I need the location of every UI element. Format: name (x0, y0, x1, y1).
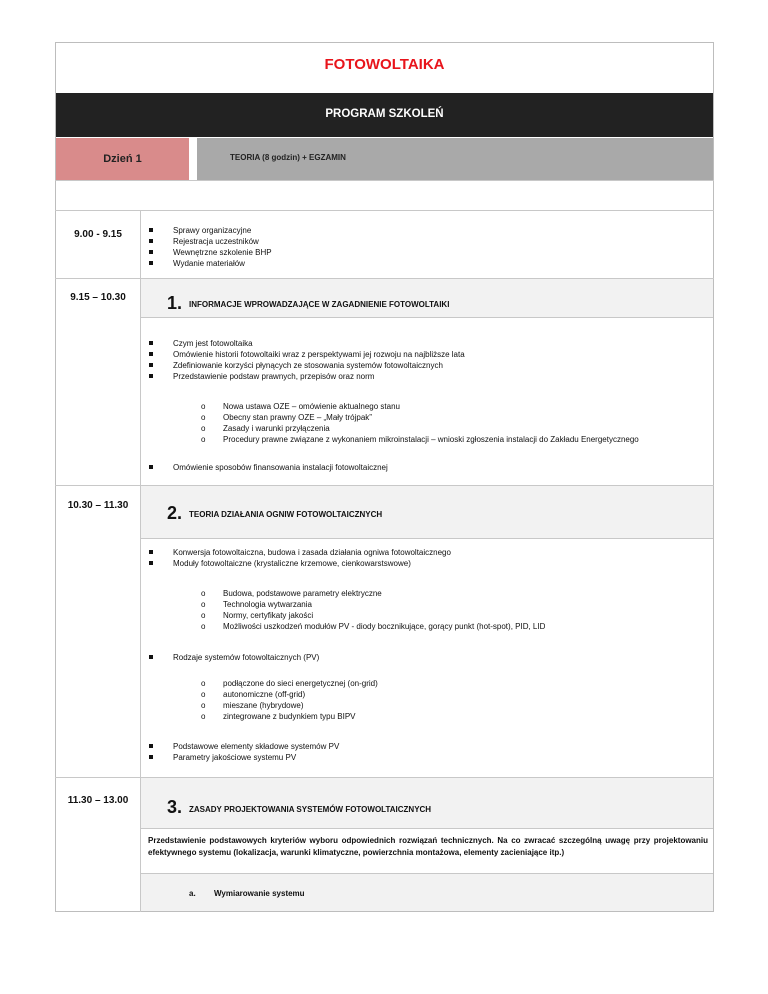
list-item: Przedstawienie podstaw prawnych, przepisów oraz norm (149, 371, 465, 382)
sub-list-section-1 (201, 401, 639, 445)
section-3-number: 3. (167, 797, 183, 817)
section-2-number: 2. (167, 503, 183, 523)
list-item: Podstawowe elementy składowe systemów PV (149, 741, 339, 752)
section-3-title: ZASADY PROJEKTOWANIA SYSTEMÓW FOTOWOLTAICZNYCH (189, 805, 432, 814)
list-item: o Procedury prawne związane z wykonaniem mikroinstalacji – wnioski zgłoszenia instalacji do Zakładu Energetycznego (201, 435, 639, 444)
list-item: Rodzaje systemów fotowoltaicznych (PV) (149, 652, 319, 663)
list-item: Czym jest fotowoltaika (149, 338, 465, 349)
bullet-list-section-1 (149, 338, 465, 382)
list-item: Wydanie materiałów (149, 258, 272, 269)
list-item: Omówienie historii fotowoltaiki wraz z perspektywami jej rozwoju na najbliższe lata (149, 349, 465, 360)
list-item: Moduły fotowoltaiczne (krystaliczne krzemowe, cienkowarstswowe) (149, 558, 451, 569)
section-3-header-bg (141, 778, 713, 828)
list-item: Konwersja fotowoltaiczna, budowa i zasada działania ogniwa fotowoltaicznego (149, 547, 451, 558)
list-item: Zdefiniowanie korzyści płynących ze stosowania systemów fotowoltaicznych (149, 360, 465, 371)
subsection-a-marker: a. (189, 889, 196, 898)
list-item: o Normy, certyfikaty jakości (201, 611, 314, 620)
bullet-list-section-2c (149, 741, 339, 763)
bullet-list-section-2b (149, 652, 319, 663)
document-title: FOTOWOLTAIKA (324, 56, 445, 73)
time-slot-2: 9.15 – 10.30 (70, 292, 126, 303)
list-item: o zintegrowane z budynkiem typu BIPV (201, 712, 356, 721)
section-1-title: INFORMACJE WPROWADZAJĄCE W ZAGADNIENIE FOTOWOLTAIKI (189, 300, 450, 309)
row-divider (141, 828, 713, 829)
row-divider (141, 317, 713, 318)
list-item: o podłączone do sieci energetycznej (on-grid) (201, 679, 378, 688)
section-1-header-bg (141, 279, 713, 317)
day-label: Dzień 1 (103, 153, 142, 165)
bullet-list-section-1b (149, 462, 388, 473)
subsection-a-title: Wymiarowanie systemu (214, 889, 305, 898)
list-item: Wewnętrzne szkolenie BHP (149, 247, 272, 258)
list-item: o Nowa ustawa OZE – omówienie aktualnego stanu (201, 402, 400, 411)
list-item: Rejestracja uczestników (149, 236, 272, 247)
list-item: o Możliwości uszkodzeń modułów PV - diody bocznikujące, gorący punkt (hot-spot), PID, LID (201, 622, 546, 631)
row-divider (141, 538, 713, 539)
list-item: Parametry jakościowe systemu PV (149, 752, 339, 763)
row-divider (55, 180, 714, 181)
time-slot-4: 11.30 – 13.00 (67, 795, 129, 806)
list-item: Sprawy organizacyjne (149, 225, 272, 236)
sub-list-section-2 (201, 588, 545, 632)
list-item: o Obecny stan prawny OZE – „Mały trójpak” (201, 413, 372, 422)
bullet-list-section-2 (149, 547, 451, 569)
theory-label: TEORIA (8 godzin) + EGZAMIN (230, 153, 346, 162)
program-title: PROGRAM SZKOLEŃ (325, 108, 444, 120)
list-item: o autonomiczne (off-grid) (201, 690, 306, 699)
row-divider (55, 210, 714, 211)
section-3-paragraph: Przedstawienie podstawowych kryteriów wyboru odpowiednich rozwiązań technicznych. Na co zwracać szczególną uwagę przy projektowaniu efektywnego systemu (lokalizacja, warunki klimatyczne, powierzchnia montażowa, elementy zacieniające itp.) (148, 836, 708, 857)
time-slot-3: 10.30 – 11.30 (67, 500, 129, 511)
list-item: o Technologia wytwarzania (201, 600, 312, 609)
section-2-title: TEORIA DZIAŁANIA OGNIW FOTOWOLTAICZNYCH (189, 510, 383, 519)
sub-list-section-2b (201, 678, 378, 722)
list-item: Omówienie sposobów finansowania instalacji fotowoltaicznej (149, 462, 388, 473)
list-item: o mieszane (hybrydowe) (201, 701, 304, 710)
section-1-number: 1. (167, 293, 183, 313)
list-item: o Budowa, podstawowe parametry elektryczne (201, 589, 382, 598)
time-slot-1: 9.00 - 9.15 (74, 229, 122, 240)
list-item: o Zasady i warunki przyłączenia (201, 424, 330, 433)
bullet-list-organizational (149, 225, 272, 269)
